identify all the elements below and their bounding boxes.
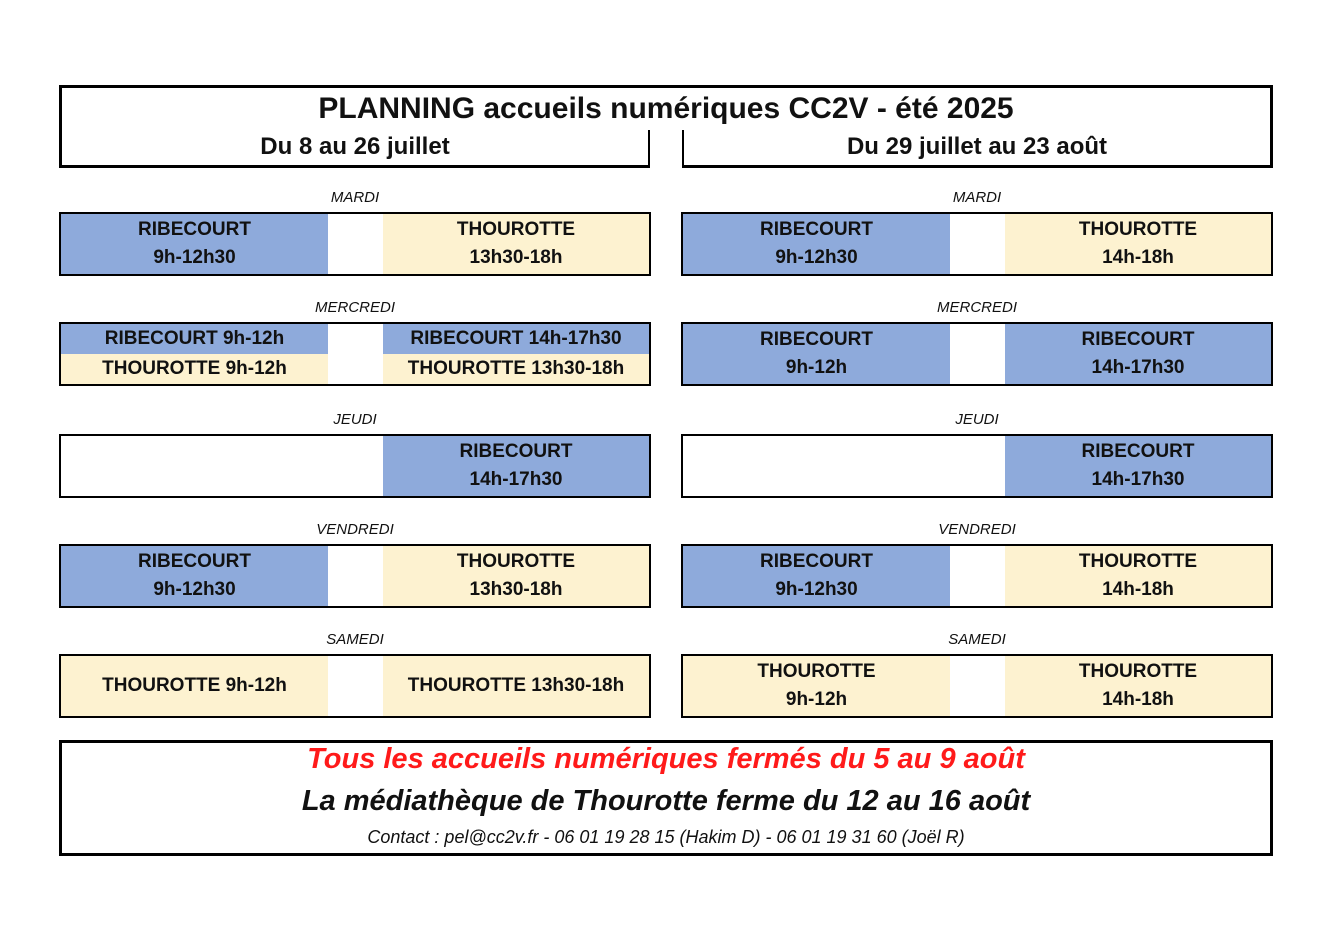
day-label-vendredi: VENDREDI: [316, 521, 394, 538]
day-label-vendredi: VENDREDI: [938, 521, 1016, 538]
period-header-1: [59, 130, 651, 168]
slot-location: THOUROTTE 13h30-18h: [407, 675, 625, 696]
thourotte-slot: THOUROTTE 9h-12h: [61, 354, 328, 384]
day-row-vendredi: [59, 544, 651, 608]
left-slot-thourotte: [61, 656, 328, 716]
day-label-samedi: SAMEDI: [948, 631, 1006, 648]
slot-hours: 9h-12h30: [775, 579, 858, 600]
left-slot-ribecourt: [683, 324, 950, 384]
slot-hours: 9h-12h: [785, 689, 848, 710]
contact-line: Contact : pel@cc2v.fr - 06 01 19 28 15 (Hakim D) - 06 01 19 31 60 (Joël R): [367, 827, 965, 847]
day-label-jeudi: JEUDI: [955, 411, 999, 428]
slot-hours: 9h-12h30: [775, 247, 858, 268]
left-slot-ribecourt: [61, 546, 328, 606]
right-slot-ribecourt: [1005, 324, 1271, 384]
slot-location: RIBECOURT: [459, 441, 573, 462]
period-header-2: [681, 130, 1273, 168]
period-label: Du 29 juillet au 23 août: [846, 133, 1108, 160]
slot-location: THOUROTTE: [1078, 551, 1198, 572]
day-row-mercredi: [59, 322, 651, 386]
day-row-mercredi: [681, 322, 1273, 386]
slot-location: RIBECOURT: [1081, 441, 1195, 462]
day-row-samedi: [59, 654, 651, 718]
slot-location: THOUROTTE 9h-12h: [102, 675, 287, 696]
slot-location: THOUROTTE: [1078, 219, 1198, 240]
day-row-vendredi: [681, 544, 1273, 608]
day-label-mercredi: MERCREDI: [314, 299, 395, 316]
left-slot-ribecourt: [683, 546, 950, 606]
day-label-samedi: SAMEDI: [326, 631, 384, 648]
day-label-mardi: MARDI: [952, 189, 1002, 206]
right-slot-thourotte: [383, 656, 649, 716]
slot-hours: 14h-18h: [1102, 579, 1174, 600]
day-row-jeudi: [681, 434, 1273, 498]
slot-hours: 13h30-18h: [469, 579, 563, 600]
right-slot-thourotte: [383, 546, 649, 606]
right-slot-thourotte: [1005, 214, 1271, 274]
day-label-mercredi: MERCREDI: [936, 299, 1017, 316]
slot-hours: 13h30-18h: [469, 247, 563, 268]
right-slot-ribecourt: [383, 436, 649, 496]
slot-location: RIBECOURT: [760, 219, 873, 240]
slot-location: THOUROTTE: [456, 551, 576, 572]
slot-location: THOUROTTE: [456, 219, 576, 240]
slot-hours: 14h-17h30: [469, 469, 563, 490]
slot-hours: 9h-12h30: [153, 579, 236, 600]
slot-hours: 9h-12h30: [153, 247, 236, 268]
slot-location: RIBECOURT: [1081, 329, 1195, 350]
slot-location: RIBECOURT: [760, 329, 873, 350]
day-row-mardi: [59, 212, 651, 276]
slot-location: RIBECOURT: [138, 219, 251, 240]
footer-notice-box: [59, 740, 1273, 856]
slot-hours: 14h-18h: [1102, 689, 1174, 710]
left-slot-ribecourt: [61, 214, 328, 274]
day-label-jeudi: JEUDI: [333, 411, 377, 428]
closure-notice: Tous les accueils numériques fermés du 5 au 9 août: [307, 743, 1025, 775]
left-slot-thourotte: [683, 656, 950, 716]
left-slot-ribecourt: [683, 214, 950, 274]
slot-hours: 9h-12h: [785, 357, 848, 378]
right-slot-thourotte: [383, 214, 649, 274]
slot-hours: 14h-17h30: [1091, 357, 1185, 378]
slot-location: RIBECOURT: [760, 551, 873, 572]
ribecourt-slot: RIBECOURT 9h-12h: [61, 324, 328, 354]
day-label-mardi: MARDI: [330, 189, 380, 206]
slot-hours: 14h-18h: [1102, 247, 1174, 268]
right-slot-thourotte: [1005, 546, 1271, 606]
slot-location: THOUROTTE: [1078, 661, 1198, 682]
right-slot-split: [383, 324, 649, 384]
right-slot-thourotte: [1005, 656, 1271, 716]
slot-hours: 14h-17h30: [1091, 469, 1185, 490]
thourotte-slot: THOUROTTE 13h30-18h: [383, 354, 649, 384]
slot-location: RIBECOURT: [138, 551, 251, 572]
period-label: Du 8 au 26 juillet: [260, 133, 450, 160]
page-title: PLANNING accueils numériques CC2V - été 2025: [318, 92, 1014, 125]
right-slot-ribecourt: [1005, 436, 1271, 496]
slot-location: THOUROTTE: [757, 661, 876, 682]
left-slot-split: [61, 324, 328, 384]
day-row-jeudi: [59, 434, 651, 498]
day-row-mardi: [681, 212, 1273, 276]
mediatheque-notice: La médiathèque de Thourotte ferme du 12 au 16 août: [301, 785, 1031, 817]
day-row-samedi: [681, 654, 1273, 718]
ribecourt-slot: RIBECOURT 14h-17h30: [383, 324, 649, 354]
header-gap: [650, 128, 682, 172]
